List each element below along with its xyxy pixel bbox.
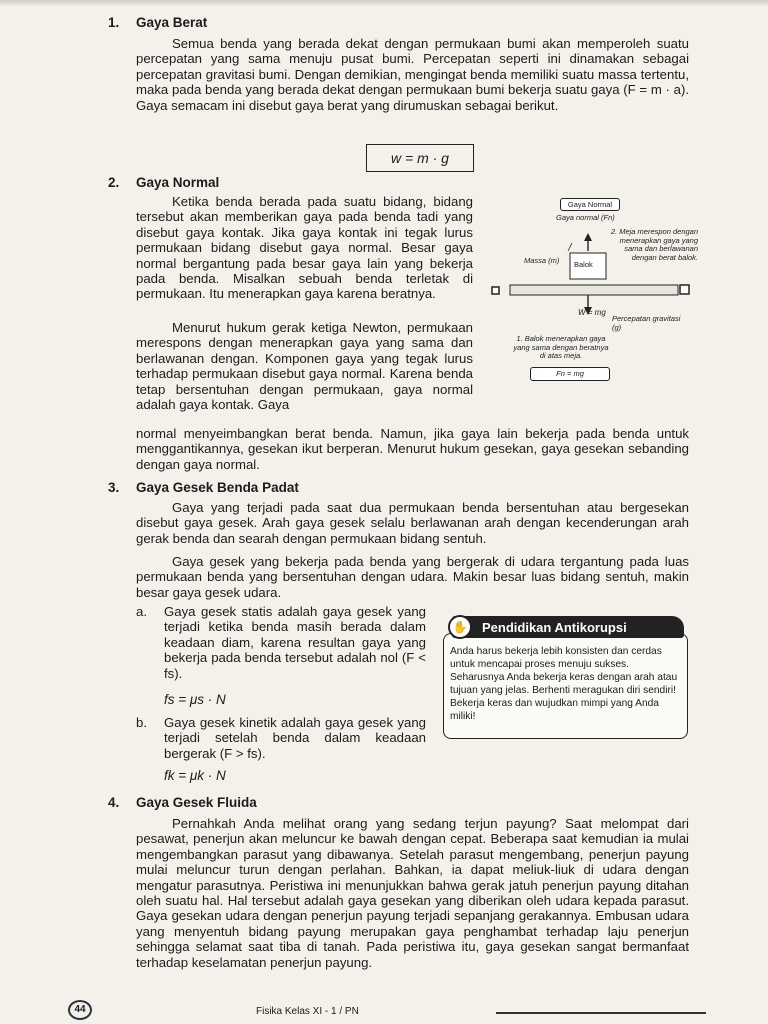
section-1-paragraph: Semua benda yang berada dekat dengan permukaan bumi akan memperoleh suatu percepatan yang sama menuju pusat bumi. Percepatan seperti ini dinamakan sebagai percepatan gravitasi bumi. Dengan demikian, mengingat benda memiliki suatu massa tertentu, maka pada benda yang berada dekat dengan permukaan bumi bekerja suatu gaya (F = m · a). Gaya semacam ini disebut gaya berat yang dirumuskan sebagai berikut. (136, 36, 689, 113)
kinetic-friction-equation: fk = μk · N (164, 768, 226, 783)
static-friction-equation: fs = μs · N (164, 692, 226, 707)
section-3-paragraph-1: Gaya yang terjadi pada saat dua permukaan benda bersentuhan atau bergesekan disebut gaya gesek. Arah gaya gesek selalu berlawanan arah dengan kecenderungan arah gerak benda dan searah dengan permukaan bidang sentuh. (136, 500, 689, 546)
normal-force-arrowhead (584, 233, 592, 241)
mass-label: Massa (m) (524, 256, 560, 265)
table-response-note: 2. Meja merespon dengan menerapkan gaya yang sama dan berlawanan dengan berat balok. (610, 227, 698, 262)
table-end-left (492, 287, 499, 294)
table-end-right (680, 285, 689, 294)
anticorruption-text: Anda harus bekerja lebih konsisten dan cerdas untuk mencapai proses menuju sukses. Seharusnya Anda bekerja keras dengan arah atau tujuan yang jelas. Berhenti meragukan diri sendiri! Bekerja keras dan wujudkan mimpi yang Anda miliki! (450, 646, 678, 722)
item-a-text: Gaya gesek statis adalah gaya gesek yang terjadi ketika benda masih berada dalam keadaan diam, karena resultan gaya yang bekerja pada benda tersebut adalah nol (F < fs). (164, 604, 426, 681)
figure-title: Gaya Normal (560, 198, 620, 211)
normal-equals-weight: Fn = mg (530, 367, 610, 381)
block-label: Balok (574, 260, 593, 269)
weight-label: W = mg (578, 308, 606, 317)
section-1-title: Gaya Berat (136, 15, 208, 30)
normal-force-figure (490, 195, 700, 400)
normal-force-label: Gaya normal (Fn) (556, 213, 615, 222)
section-3-number: 3. (108, 480, 120, 495)
footer-text: Fisika Kelas XI - 1 / PN (256, 1006, 359, 1017)
section-3-title: Gaya Gesek Benda Padat (136, 480, 299, 495)
section-2-paragraph-2a: Menurut hukum gerak ketiga Newton, permukaan merespons dengan menerapkan gaya yang sama dan berlawanan dengan. Komponen gaya yang tegak lurus terhadap permukaan disebut gaya normal. Karena benda tetap bersentuhan dengan permukaan, gaya normal adalah gaya kontak. Gaya (136, 320, 473, 413)
section-2-paragraph-1: Ketika benda berada pada suatu bidang, bidang tersebut akan memberikan gaya pada benda tadi yang disebut gaya kontak. Jika gaya kontak ini tegak lurus permukaan bidang disebut gaya normal. Besar gaya normal bergantung pada besar gaya lain yang bekerja pada benda. Misalkan sebuah benda terletak di permukaan. Itu menerapkan gaya karena beratnya. (136, 194, 473, 302)
item-b-letter: b. (136, 715, 147, 730)
weight-formula: w = m · g (391, 150, 449, 166)
footer-rule (496, 1012, 706, 1014)
section-4-number: 4. (108, 795, 120, 810)
mass-pointer (568, 243, 572, 251)
section-4-title: Gaya Gesek Fluida (136, 795, 257, 810)
section-2-number: 2. (108, 175, 120, 190)
weight-formula-box (366, 144, 474, 172)
section-4-paragraph: Pernahkah Anda melihat orang yang sedang terjun payung? Saat melompat dari pesawat, penerjun akan meluncur ke bawah dengan cepat. Beberapa saat kemudian ia mulai mengembangkan parasut yang dibawanya. Setelah parasut mengembang, penerjun payung mulai meluncur turun dengan perlahan. Bahkan, ia dapat meliuk-liuk di udara dengan mengatur parasutnya. Peristiwa ini menunjukkan bahwa gerak jatuh penerjun payung ditahan oleh suatu hal. Hal tersebut adalah gaya gesekan yang diberikan oleh udara kepada parasut. Gaya gesekan udara dengan penerjun payung terjadi sepanjang gerakannya. Embusan udara yang menyentuh bidang payung merupakan gaya penghambat terhadap laju penerjun sehingga selamat saat tiba di tanah. Pada peristiwa itu, gaya gesekan sangat bermanfaat terhadap keselamatan penerjun payung. (136, 816, 689, 970)
item-a-letter: a. (136, 604, 147, 619)
item-b-text: Gaya gesek kinetik adalah gaya gesek yang terjadi setelah benda dalam keadaan bergerak (F > fs). (164, 715, 426, 761)
hand-icon: ✋ (448, 615, 472, 639)
section-2-paragraph-2b: normal menyeimbangkan berat benda. Namun, jika gaya lain bekerja pada benda untuk menggantikannya, gesekan ikut berperan. Menurut hukum gesekan, gaya gesekan sebanding dengan gaya normal. (136, 426, 689, 472)
page-number: 44 (68, 1000, 92, 1020)
table-surface (510, 285, 678, 295)
scan-top-edge (0, 0, 768, 6)
section-1-number: 1. (108, 15, 120, 30)
section-3-paragraph-2: Gaya gesek yang bekerja pada benda yang bergerak di udara tergantung pada luas permukaan benda yang bersentuhan dengan udara. Makin besar luas bidang sentuh, makin besar gaya gesek udara. (136, 554, 689, 600)
gravity-label: Percepatan gravitasi (g) (612, 314, 681, 332)
block-action-note: 1. Balok menerapkan gaya yang sama dengan beratnya di atas meja. (513, 334, 609, 360)
section-2-title: Gaya Normal (136, 175, 220, 190)
anticorruption-title: Pendidikan Antikorupsi (452, 616, 684, 638)
